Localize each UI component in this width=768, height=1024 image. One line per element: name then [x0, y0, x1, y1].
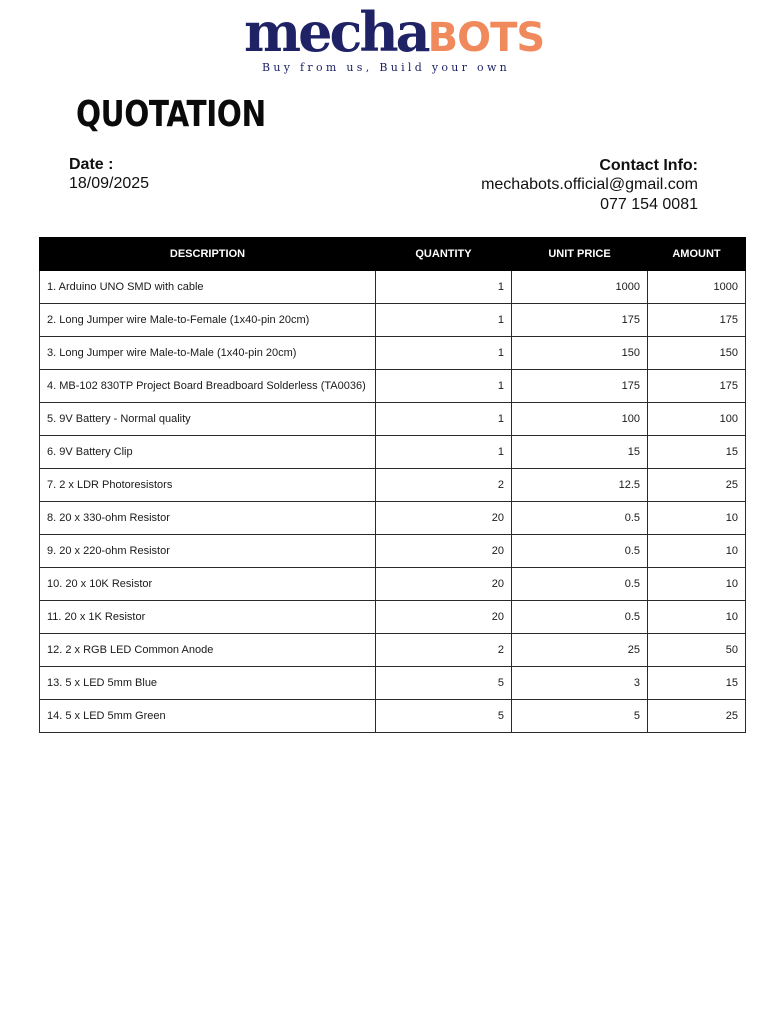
table-row: [40, 601, 746, 634]
logo-wordmark: [244, 0, 545, 64]
cell-quantity: 1: [376, 403, 512, 436]
table-row: [40, 667, 746, 700]
quotation-table: [39, 237, 746, 733]
cell-amount: 1000: [648, 271, 746, 304]
cell-unit-price: 0.5: [512, 535, 648, 568]
cell-amount: 25: [648, 469, 746, 502]
header-description: DESCRIPTION: [40, 238, 376, 271]
header-unit-price: UNIT PRICE: [512, 238, 648, 271]
contact-phone: 077 154 0081: [600, 196, 698, 213]
cell-amount: 10: [648, 535, 746, 568]
cell-amount: 175: [648, 370, 746, 403]
cell-quantity: 1: [376, 271, 512, 304]
cell-quantity: 20: [376, 601, 512, 634]
contact-info: [481, 156, 698, 215]
cell-quantity: 1: [376, 370, 512, 403]
cell-unit-price: 150: [512, 337, 648, 370]
cell-quantity: 20: [376, 568, 512, 601]
table-row: [40, 271, 746, 304]
date-label: Date :: [69, 156, 114, 173]
table-row: [40, 337, 746, 370]
table-row: [40, 535, 746, 568]
cell-description: 5. 9V Battery - Normal quality: [40, 403, 376, 436]
cell-quantity: 2: [376, 469, 512, 502]
cell-unit-price: 175: [512, 304, 648, 337]
table-row: [40, 469, 746, 502]
table-row: [40, 403, 746, 436]
date-value: 18/09/2025: [69, 175, 150, 192]
cell-amount: 10: [648, 568, 746, 601]
table-row: [40, 700, 746, 733]
cell-quantity: 2: [376, 634, 512, 667]
logo-wordmark-mecha: mecha: [244, 0, 428, 64]
cell-unit-price: 1000: [512, 271, 648, 304]
cell-description: 14. 5 x LED 5mm Green: [40, 700, 376, 733]
cell-description: 7. 2 x LDR Photoresistors: [40, 469, 376, 502]
table-row: [40, 304, 746, 337]
cell-description: 3. Long Jumper wire Male-to-Male (1x40-pin 20cm): [40, 337, 376, 370]
cell-quantity: 1: [376, 304, 512, 337]
cell-unit-price: 12.5: [512, 469, 648, 502]
logo-tagline: Buy from us, Build your own: [261, 61, 511, 74]
table-row: [40, 634, 746, 667]
cell-amount: 15: [648, 667, 746, 700]
contact-email: mechabots.official@gmail.com: [481, 176, 698, 193]
cell-unit-price: 0.5: [512, 502, 648, 535]
cell-quantity: 1: [376, 436, 512, 469]
table-header-row: [40, 238, 746, 271]
cell-unit-price: 15: [512, 436, 648, 469]
cell-quantity: 1: [376, 337, 512, 370]
cell-quantity: 5: [376, 700, 512, 733]
cell-unit-price: 100: [512, 403, 648, 436]
cell-quantity: 20: [376, 502, 512, 535]
cell-unit-price: 25: [512, 634, 648, 667]
cell-description: 4. MB-102 830TP Project Board Breadboard Solderless (TA0036): [40, 370, 376, 403]
cell-unit-price: 3: [512, 667, 648, 700]
contact-label: Contact Info:: [599, 157, 698, 174]
cell-amount: 10: [648, 601, 746, 634]
cell-amount: 50: [648, 634, 746, 667]
cell-unit-price: 0.5: [512, 568, 648, 601]
cell-unit-price: 175: [512, 370, 648, 403]
cell-description: 13. 5 x LED 5mm Blue: [40, 667, 376, 700]
cell-description: 1. Arduino UNO SMD with cable: [40, 271, 376, 304]
cell-description: 12. 2 x RGB LED Common Anode: [40, 634, 376, 667]
cell-amount: 25: [648, 700, 746, 733]
cell-description: 11. 20 x 1K Resistor: [40, 601, 376, 634]
cell-amount: 150: [648, 337, 746, 370]
cell-description: 10. 20 x 10K Resistor: [40, 568, 376, 601]
cell-description: 8. 20 x 330-ohm Resistor: [40, 502, 376, 535]
cell-description: 9. 20 x 220-ohm Resistor: [40, 535, 376, 568]
cell-amount: 175: [648, 304, 746, 337]
cell-amount: 15: [648, 436, 746, 469]
cell-description: 2. Long Jumper wire Male-to-Female (1x40-pin 20cm): [40, 304, 376, 337]
brand-logo: [244, 0, 545, 78]
table-row: [40, 436, 746, 469]
table-row: [40, 502, 746, 535]
header-amount: AMOUNT: [648, 238, 746, 271]
cell-unit-price: 5: [512, 700, 648, 733]
cell-unit-price: 0.5: [512, 601, 648, 634]
cell-amount: 10: [648, 502, 746, 535]
header-quantity: QUANTITY: [376, 238, 512, 271]
cell-description: 6. 9V Battery Clip: [40, 436, 376, 469]
cell-amount: 100: [648, 403, 746, 436]
document-title: QUOTATION: [76, 94, 266, 135]
logo-wordmark-bots: BOTS: [427, 15, 545, 61]
cell-quantity: 20: [376, 535, 512, 568]
cell-quantity: 5: [376, 667, 512, 700]
table-row: [40, 370, 746, 403]
table-row: [40, 568, 746, 601]
